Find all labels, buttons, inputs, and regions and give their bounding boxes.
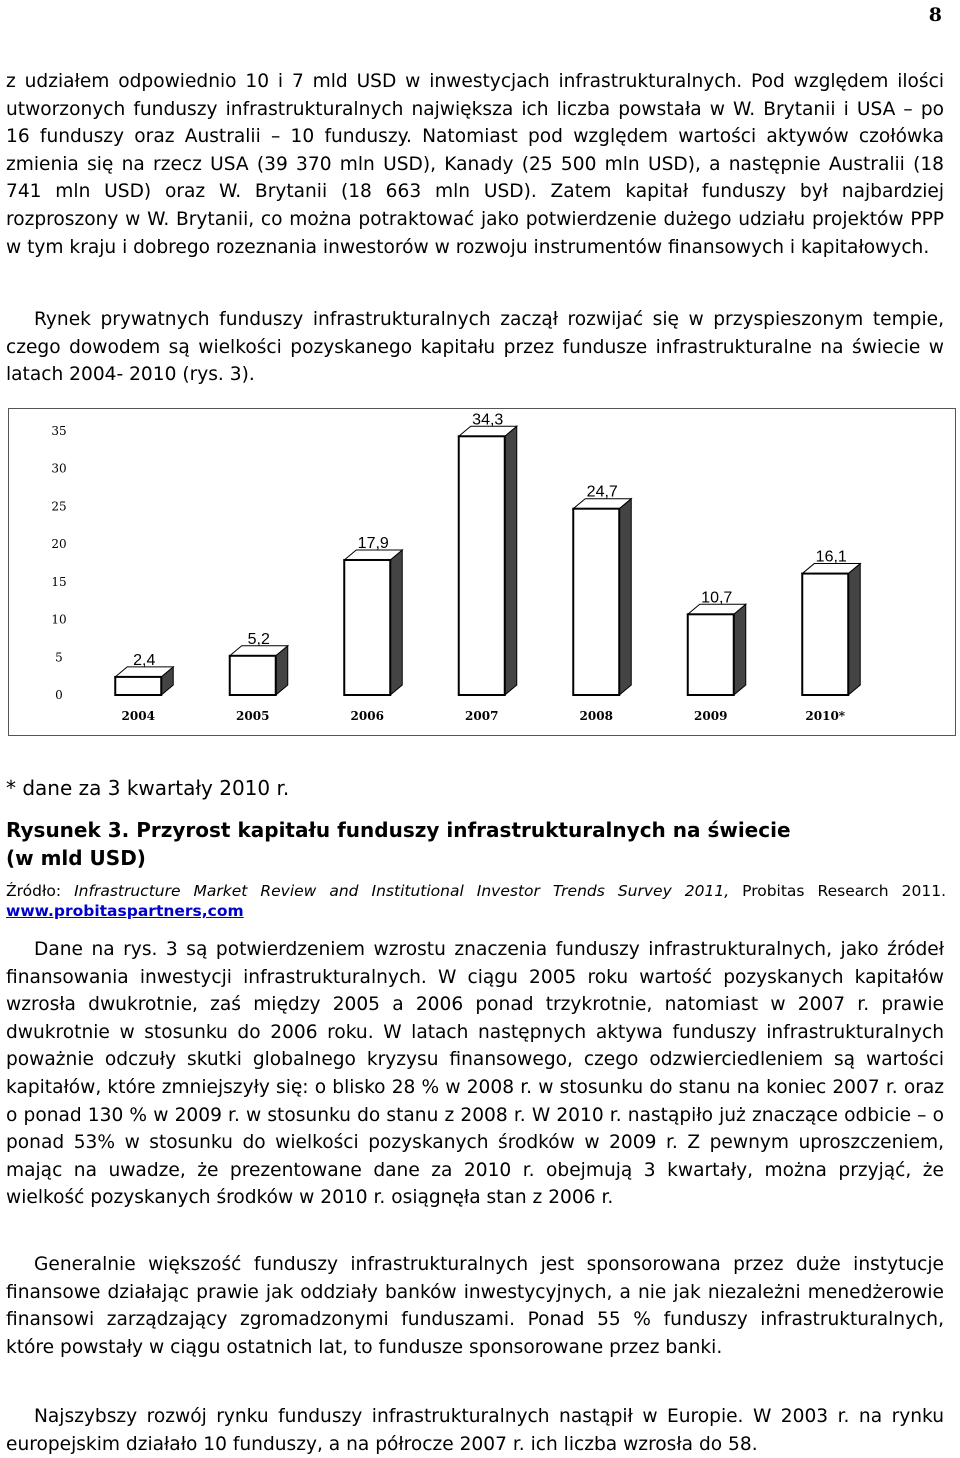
- y-tick-label: 5: [55, 650, 63, 665]
- figure-source: [6, 881, 946, 921]
- data-label: 2,4: [133, 651, 156, 669]
- source-word: Infrastructure: [74, 882, 181, 900]
- figure-caption-line-2: (w mld USD): [6, 846, 146, 870]
- source-word: Market: [193, 882, 248, 900]
- paragraph-market-growth: Rynek prywatnych funduszy infrastrukturalnych zaczął rozwijać się w przyspieszonym tempie, czego dowodem są wielkości pozyskanego kapitału przez fundusze infrastrukturalne na świecie w latach 2004- 2010 (rys. 3).: [6, 309, 944, 386]
- source-word: Survey: [617, 882, 672, 900]
- y-tick-label: 15: [51, 574, 67, 589]
- paragraph-analysis: Dane na rys. 3 są potwierdzeniem wzrostu znaczenia funduszy infrastrukturalnych, jako źródeł finansowania inwestycji infrastrukturalnych. W ciągu 2005 roku wartość pozyskanych kapitałów wzrosła dwukrotnie, zaś między 2005 a 2006 ponad trzykrotnie, natomiast w 2007 r. prawie dwukrotnie w stosunku do 2006 roku. W latach następnych aktywa funduszy infrastrukturalnych poważnie odczuły skutki globalnego kryzysu finansowego, czego odzwierciedleniem są wartości kapitałów, które zmniejszyły się: o blisko 28 % w 2008 r. w stosunku do stanu na koniec 2007 r. oraz o ponad 130 % w 2009 r. w stosunku do stanu z 2008 r. W 2010 r. nastąpiło już znaczące odbicie – o ponad 53% w stosunku do wielkości pozyskanych środków w 2009 r. Z pewnym uproszczeniem, mając na uwadze, że prezentowane dane za 2010 r. obejmują 3 kwartały, można przyjąć, że wielkość pozyskanych środków w 2010 r. osiągnęła stan z 2006 r.: [6, 939, 944, 1209]
- bar-side: [619, 499, 631, 695]
- chart-footnote: * dane za 3 kwartały 2010 r.: [6, 776, 290, 800]
- source-word: Probitas: [742, 882, 805, 900]
- y-tick-label: 30: [51, 461, 67, 476]
- bar-side: [734, 604, 746, 695]
- y-tick-label: 35: [51, 424, 67, 438]
- data-label: 17,9: [357, 534, 389, 552]
- x-tick-label: 2009: [694, 709, 728, 723]
- source-word: Investor: [476, 882, 540, 900]
- source-word: 2011.: [901, 882, 946, 900]
- paragraph-intro: z udziałem odpowiednio 10 i 7 mld USD w inwestycjach infrastrukturalnych. Pod względem ilości utworzonych funduszy infrastrukturalnych największa ich liczba powstała w W. Brytanii i USA – po 16 funduszy oraz Australii – 10 funduszy. Natomiast pod względem wartości aktywów czołówka zmienia się na rzecz USA (39 370 mln USD), Kanady (25 500 mln USD), a następnie Australii (18 741 mln USD) oraz W. Brytanii (18 663 mln USD). Zatem kapitał funduszy był najbardziej rozproszony w W. Brytanii, co można potraktować jako potwierdzenie dużego udziału projektów PPP w tym kraju i dobrego rozeznania inwestorów w rozwoju instrumentów finansowych i kapitałowych.: [6, 71, 944, 258]
- bar: [688, 614, 734, 695]
- bar: [230, 656, 276, 695]
- source-word: Trends: [552, 882, 605, 900]
- x-tick-label: 2006: [350, 709, 384, 723]
- data-label: 10,7: [701, 589, 733, 607]
- source-word: 2011,: [684, 882, 730, 900]
- bar-side: [505, 426, 517, 695]
- source-word: Research: [817, 882, 889, 900]
- figure-caption-line-1: Rysunek 3. Przyrost kapitału funduszy infrastrukturalnych na świecie: [6, 818, 791, 842]
- data-label: 24,7: [586, 483, 618, 501]
- page-number: 8: [928, 4, 942, 26]
- source-word: and: [329, 882, 359, 900]
- x-tick-label: 2007: [465, 709, 499, 723]
- bar: [802, 574, 848, 695]
- data-label: 34,3: [472, 411, 504, 429]
- source-word: Institutional: [371, 882, 464, 900]
- bar-chart: [9, 409, 955, 735]
- y-tick-label: 10: [51, 612, 67, 627]
- x-tick-label: 2005: [236, 709, 270, 723]
- bar: [459, 436, 505, 695]
- data-label: 16,1: [815, 548, 847, 566]
- paragraph-sponsors: Generalnie większość funduszy infrastrukturalnych jest sponsorowana przez duże instytucje finansowe działając prawie jak oddziały banków inwestycyjnych, a nie jak niezależni menedżerowie finansowi zarządzający zgromadzonymi funduszami. Ponad 55 % funduszy infrastrukturalnych, które powstały w ciągu ostatnich lat, to fundusze sponsorowane przez banki.: [6, 1254, 944, 1358]
- bar-side: [848, 564, 860, 695]
- source-link[interactable]: www.probitaspartners,com: [6, 902, 244, 920]
- bar: [573, 509, 619, 695]
- figure-caption: [6, 816, 791, 872]
- y-tick-label: 20: [51, 537, 67, 552]
- y-tick-label: 0: [55, 688, 63, 702]
- source-word: Review: [260, 882, 317, 900]
- y-tick-label: 25: [51, 499, 67, 514]
- bar: [115, 677, 161, 695]
- source-prefix: Źródło:: [6, 882, 62, 900]
- data-label: 5,2: [247, 630, 270, 648]
- paragraph-europe: Najszybszy rozwój rynku funduszy infrastrukturalnych nastąpił w Europie. W 2003 r. na rynku europejskim działało 10 funduszy, a na półrocze 2007 r. ich liczba wzrosła do 58.: [6, 1406, 944, 1455]
- x-tick-label: 2008: [579, 709, 613, 723]
- figure-3-chart: [8, 408, 956, 736]
- bar-side: [390, 550, 402, 695]
- x-tick-label: 2010*: [805, 709, 846, 723]
- bar: [344, 560, 390, 695]
- x-tick-label: 2004: [121, 709, 155, 723]
